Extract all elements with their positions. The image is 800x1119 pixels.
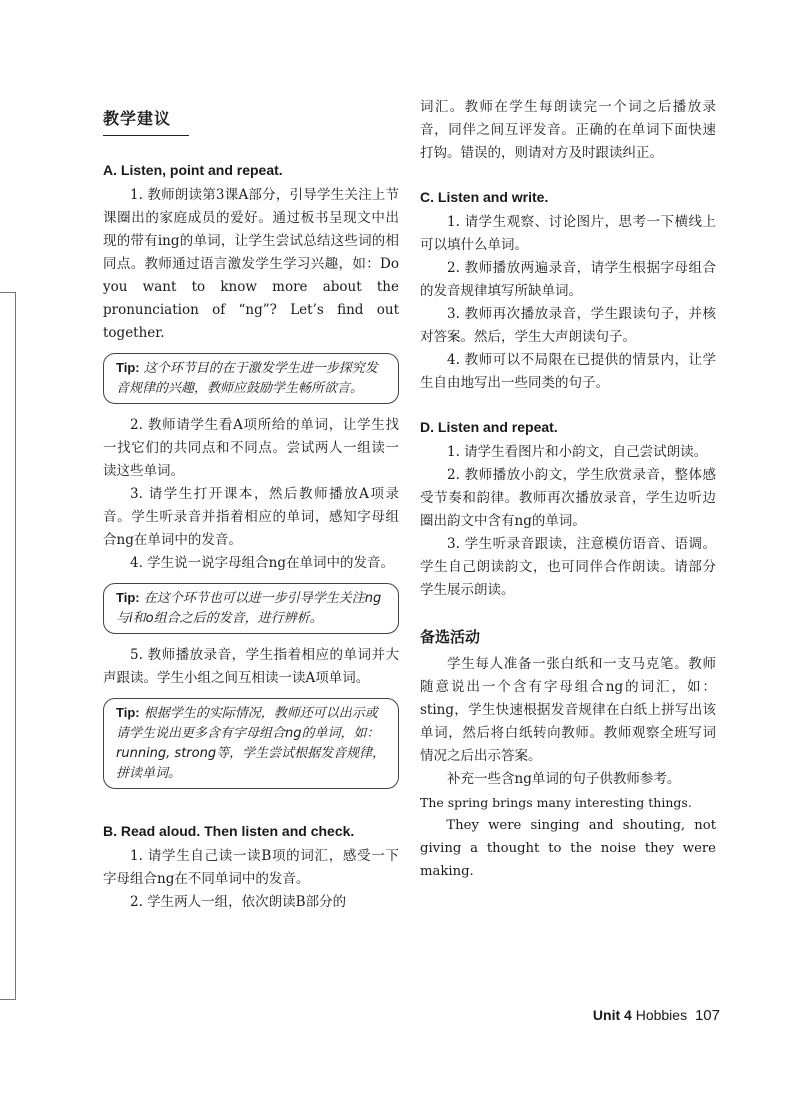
- tip-text: 在这个环节也可以进一步引导学生关注ng与i和o组合之后的发音，进行辨析。: [116, 591, 382, 626]
- alt-activity-intro: 补充一些含ng单词的句子供教师参考。: [447, 771, 681, 787]
- alt-activity-text: 学生每人准备一张白纸和一支马克笔。教师随意说出一个含有字母组合ng的词汇，如：sting，学生快速根据发音规律在白纸上拼写出该单词，然后将白纸转向教师。教师观察全班写词情况之后出示答案。: [420, 656, 716, 764]
- section-d-step-3: 3. 学生听录音跟读，注意模仿语音、语调。学生自己朗读韵文，也可同伴合作朗读。请部分学生展示朗读。: [420, 536, 716, 598]
- section-b-continued: 词汇。教师在学生每朗读完一个词之后播放录音，同伴之间互评发音。正确的在单词下面快速打钩。错误的，则请对方及时跟读纠正。: [420, 99, 716, 161]
- tip-text: 根据学生的实际情况，教师还可以出示或请学生说出更多含有字母组合ng的单词，如：running, strong等，学生尝试根据发音规律，拼读单词。: [116, 706, 386, 781]
- tip-label: Tip:: [116, 590, 140, 605]
- section-a-heading: A. Listen, point and repeat.: [103, 162, 283, 178]
- section-a-step-1: 1. 教师朗读第3课A部分，引导学生关注上节课圈出的家庭成员的爱好。通过板书呈现文中出现的带有ing的单词，让学生尝试总结这些词的相同点。教师通过语言激发学生学习兴趣，如：Do you want to know more about the pronunciation of “ng”? Let’s find out together.: [103, 187, 399, 341]
- section-b-step-2: 2. 学生两人一组，依次朗读B部分的: [130, 894, 347, 910]
- section-d-heading: D. Listen and repeat.: [420, 419, 558, 435]
- alt-activity-heading: 备选活动: [420, 628, 481, 646]
- section-d-step-1: 1. 请学生看图片和小韵文，自己尝试朗读。: [447, 444, 708, 460]
- page-title: 教学建议: [103, 106, 189, 136]
- section-c-step-4: 4. 教师可以不局限在已提供的情景内，让学生自由地写出一些同类的句子。: [420, 352, 716, 391]
- section-c-step-2: 2. 教师播放两遍录音，请学生根据字母组合的发音规律填写所缺单词。: [420, 260, 716, 299]
- footer-unit: Unit 4: [592, 1007, 632, 1023]
- example-sentence-1: The spring brings many interesting things.: [420, 795, 692, 810]
- footer-topic: Hobbies: [635, 1007, 688, 1023]
- tip-label: Tip:: [116, 360, 140, 375]
- page-edge-marker: [0, 292, 16, 1000]
- tip-label: Tip:: [116, 705, 140, 720]
- section-b-step-1: 1. 请学生自己读一读B项的词汇，感受一下字母组合ng在不同单词中的发音。: [103, 848, 399, 887]
- tip-box-1: [103, 353, 399, 404]
- section-c-step-3: 3. 教师再次播放录音，学生跟读句子，并核对答案。然后，学生大声朗读句子。: [420, 306, 716, 345]
- section-a-step-5: 5. 教师播放录音，学生指着相应的单词并大声跟读。学生小组之间互相读一读A项单词。: [103, 647, 399, 686]
- section-c-step-1: 1. 请学生观察、讨论图片，思考一下横线上可以填什么单词。: [420, 214, 716, 253]
- page-number: 107: [694, 1007, 720, 1024]
- right-column: [420, 96, 716, 883]
- tip-box-2: [103, 583, 399, 634]
- section-d-step-2: 2. 教师播放小韵文，学生欣赏录音，整体感受节奏和韵律。教师再次播放录音，学生边听边圈出韵文中含有ng的单词。: [420, 467, 716, 529]
- section-a-step-2: 2. 教师请学生看A项所给的单词，让学生找一找它们的共同点和不同点。尝试两人一组读一读这些单词。: [103, 417, 399, 479]
- example-sentence-2: They were singing and shouting, not giving a thought to the noise they were making.: [420, 818, 716, 879]
- left-column: [103, 96, 399, 914]
- page-footer: [593, 1007, 720, 1024]
- section-a-step-4: 4. 学生说一说字母组合ng在单词中的发音。: [130, 555, 395, 571]
- section-c-heading: C. Listen and write.: [420, 189, 549, 205]
- tip-text: 这个环节目的在于激发学生进一步探究发音规律的兴趣，教师应鼓励学生畅所欲言。: [116, 361, 378, 396]
- section-b-heading: B. Read aloud. Then listen and check.: [103, 823, 355, 839]
- section-a-step-3: 3. 请学生打开课本，然后教师播放A项录音。学生听录音并指着相应的单词，感知字母组合ng在单词中的发音。: [103, 486, 399, 548]
- tip-box-3: [103, 698, 399, 789]
